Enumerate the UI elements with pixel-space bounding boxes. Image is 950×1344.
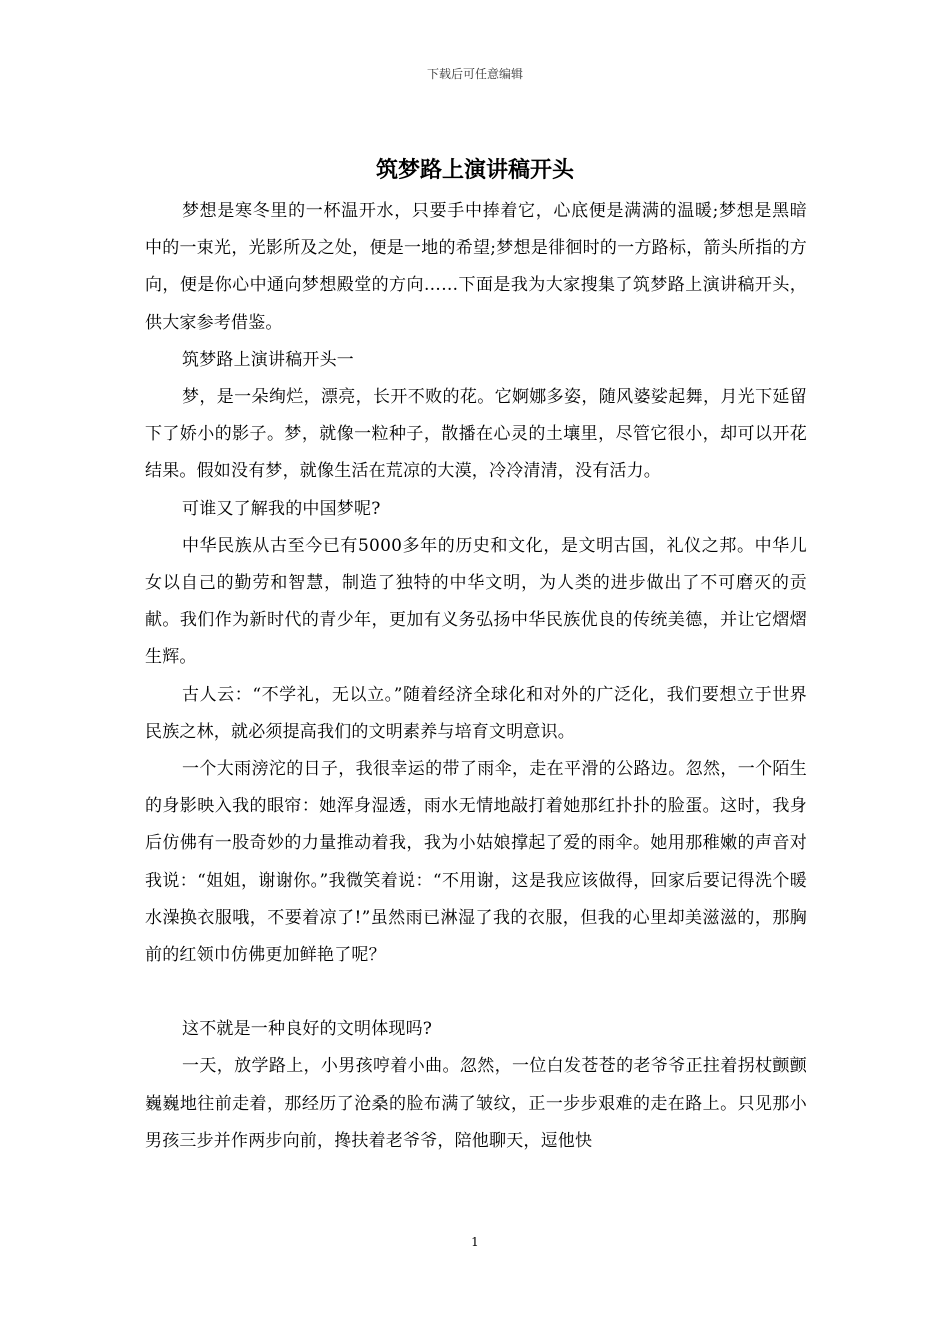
paragraph: 可谁又了解我的中国梦呢? — [182, 498, 381, 519]
paragraph: 这不就是一种良好的文明体现吗? — [182, 1019, 433, 1040]
paragraph: 古人云：“不学礼，无以立。”随着经济全球化和对外的广泛化，我们要想立于世界民族之林，就必须提高我们的文明素养与培育文明意识。 — [145, 684, 807, 742]
paragraph: 一天，放学路上，小男孩哼着小曲。忽然，一位白发苍苍的老爷爷正拄着拐杖颤颤巍巍地往前走着，那经历了沧桑的脸布满了皱纹，正一步步艰难的走在路上。只见那小男孩三步并作两步向前，搀扶着老爷爷，陪他聊天，逗他快 — [145, 1056, 807, 1151]
paragraph: 梦，是一朵绚烂，漂亮，长开不败的花。它婀娜多姿，随风婆娑起舞，月光下延留下了娇小的影子。梦，就像一粒种子，散播在心灵的土壤里，尽管它很小，却可以开花结果。假如没有梦，就像生活在荒凉的大漠，冷冷清清，没有活力。 — [145, 387, 807, 482]
document-title: 筑梦路上演讲稿开头 — [375, 157, 574, 183]
document-body — [145, 193, 807, 1160]
paragraph: 中华民族从古至今已有5000多年的历史和文化，是文明古国，礼仪之邦。中华儿女以自己的勤劳和智慧，制造了独特的中华文明，为人类的进步做出了不可磨灭的贡献。我们作为新时代的青少年，更加有义务弘扬中华民族优良的传统美德，并让它熠熠生辉。 — [145, 535, 807, 668]
paragraph-intro: 梦想是寒冬里的一杯温开水，只要手中捧着它，心底便是满满的温暖;梦想是黑暗中的一束光，光影所及之处，便是一地的希望;梦想是徘徊时的一方路标，箭头所指的方向，便是你心中通向梦想殿堂的方向……下面是我为大家搜集了筑梦路上演讲稿开头，供大家参考借鉴。 — [145, 201, 807, 333]
section-heading: 筑梦路上演讲稿开头一 — [182, 349, 354, 370]
page-number: 1 — [471, 1235, 479, 1249]
page-header-note: 下载后可任意编辑 — [426, 67, 523, 81]
paragraph: 一个大雨滂沱的日子，我很幸运的带了雨伞，走在平滑的公路边。忽然，一个陌生的身影映入我的眼帘：她浑身湿透，雨水无情地敲打着她那红扑扑的脸蛋。这时，我身后仿佛有一股奇妙的力量推动着我，我为小姑娘撑起了爱的雨伞。她用那稚嫩的声音对我说：“姐姐，谢谢你。”我微笑着说：“不用谢，这是我应该做得，回家后要记得洗个暖水澡换衣服哦，不要着凉了!”虽然雨已淋湿了我的衣服，但我的心里却美滋滋的，那胸前的红领巾仿佛更加鲜艳了呢？ — [145, 759, 807, 966]
